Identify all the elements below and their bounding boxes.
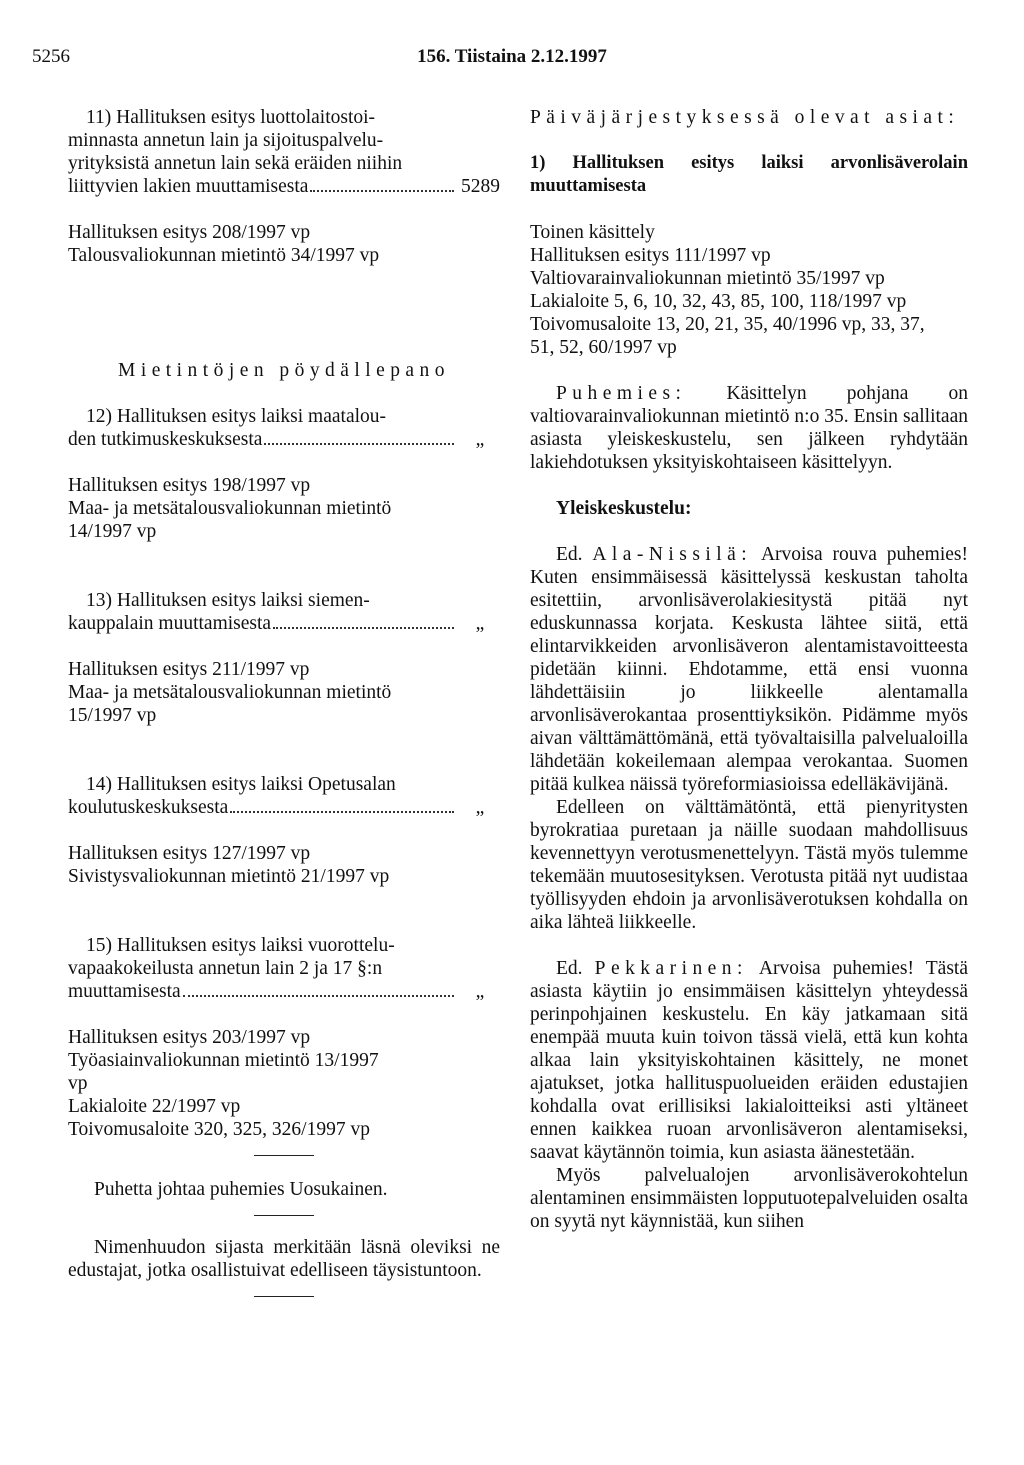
separator-rule [254, 1296, 314, 1297]
item-last-line: koulutuskeskuksesta [68, 797, 229, 818]
ref-line: Maa- ja metsätalousvaliokunnan mietintö [68, 682, 392, 703]
ref-line: 14/1997 vp [68, 521, 157, 542]
toc-entry [68, 175, 500, 198]
speaker-name: Ala-Nissilä: [592, 544, 753, 565]
ref-line: 51, 52, 60/1997 vp [530, 337, 677, 358]
page-ref-ditto: „ [475, 429, 485, 450]
toc-entry [68, 612, 500, 635]
chair-note: Puhetta johtaa puhemies Uosukainen. [94, 1179, 388, 1200]
ref-line: Lakialoite 22/1997 vp [68, 1096, 241, 1117]
item-last-line: kauppalain muuttamisesta [68, 613, 272, 634]
ref-line: vp [68, 1073, 88, 1094]
ref-line: Toivomusaloite 320, 325, 326/1997 vp [68, 1119, 370, 1140]
ref-line: Talousvaliokunnan mietintö 34/1997 vp [68, 245, 380, 266]
toc-entry [68, 796, 500, 819]
toc-entry [68, 428, 500, 451]
refs-13 [68, 658, 500, 727]
page-ref: 5289 [461, 176, 500, 197]
item-line: vapaakokeilusta annetun lain 2 ja 17 §:n [68, 958, 383, 979]
item-line: 11) Hallituksen esitys luottolaitostoi- [86, 107, 376, 128]
separator-rule [254, 1155, 314, 1156]
dot-leader [273, 627, 454, 629]
agenda-item-13 [68, 589, 500, 635]
chair-statement [530, 382, 968, 474]
dot-leader [310, 190, 454, 192]
toc-entry [68, 980, 500, 1003]
ref-line: Hallituksen esitys 127/1997 vp [68, 843, 311, 864]
refs-15 [68, 1026, 500, 1141]
page-ref-ditto: „ [475, 613, 485, 634]
refs-14 [68, 842, 500, 888]
item-line: 14) Hallituksen esitys laiksi Opetusalan [86, 774, 396, 795]
ref-line: Hallituksen esitys 208/1997 vp [68, 222, 311, 243]
agenda-heading: Päiväjärjestyksessä olevat asiat: [530, 107, 960, 128]
page-header [0, 46, 1024, 76]
item-last-line: liittyvien lakien muuttamisesta [68, 176, 309, 197]
speaker-prefix: Ed. [556, 544, 583, 565]
dot-leader [183, 995, 454, 997]
general-debate-heading: Yleiskeskustelu: [556, 498, 692, 519]
speech-text: Arvoisa rouva puhemies! Kuten ensimmäisessä käsittelyssä keskustan taholta esitettiin, arvonlisäverolakiesitystä pitää nyt eduskunnassa korjata. Keskusta lähtee siitä, että elintarvikkeiden arvonlisäveron alentamistavoitteesta pidetään kiinni. Ehdotamme, että ensi vuonna lähdettäisiin jo liikkeelle alentamalla arvonlisäverokantaa prosenttiyksikön. Pidämme myös aivan välttämättömänä, että työvaltaisilla palvelualoilla lähdetään kokeilemaan alempaa verokantaa. Suomen pitää kulkea näissä työreformiasioissa edelläkävijänä. [530, 544, 968, 795]
separator-rule [254, 1215, 314, 1216]
section-heading: Mietintöjen pöydällepano [118, 360, 450, 381]
item-line: yrityksistä annetun lain sekä eräiden niihin [68, 153, 403, 174]
speech-paragraph: Myös palvelualojen arvonlisäverokohtelun alentaminen ensimmäisten lopputuotepalveluiden osalta on syytä nyt käynnistää, kun siihen [530, 1165, 968, 1232]
left-column [68, 106, 500, 1297]
agenda-item-1-title: 1) Hallituksen esitys laiksi arvonlisäverolain muuttamisesta [530, 153, 968, 196]
ref-line: Sivistysvaliokunnan mietintö 21/1997 vp [68, 866, 390, 887]
refs-11 [68, 221, 500, 267]
agenda-item-15 [68, 934, 500, 1003]
speaker-name: Pekkarinen: [594, 958, 748, 979]
speech-text: Arvoisa puhemies! Tästä asiasta käytiin jo ensimmäisen käsittelyn yhteydessä perinpohjainen keskustelu. En käy jatkamaan sitä enempää muuta kuin toivon tässä vielä, että kun kohta alkaa lain yksityiskohtainen käsittely, ne monet ajatukset, jotka hallituspuolueiden eräiden edustajien kohdalla ovat erillisiksi lakialoitteiksi asti yltäneet ennen kaikkea ruoan arvonlisäveron alentamiseksi, saavat käytännön toimia, kun asiasta äänestetään. [530, 958, 968, 1163]
agenda-item-12 [68, 405, 500, 451]
dot-leader [230, 811, 454, 813]
dot-leader [264, 443, 454, 445]
ref-line: Lakialoite 5, 6, 10, 32, 43, 85, 100, 118/1997 vp [530, 291, 907, 312]
speaker-prefix: Ed. [556, 958, 583, 979]
agenda-item-11 [68, 106, 500, 198]
item-line: 15) Hallituksen esitys laiksi vuorottelu- [86, 935, 395, 956]
ref-line: Hallituksen esitys 198/1997 vp [68, 475, 311, 496]
ref-line: Valtiovarainvaliokunnan mietintö 35/1997 vp [530, 268, 885, 289]
speech-paragraph: Edelleen on välttämätöntä, että pienyritysten byrokratiaa puretaan ja näille suodaan mahdollisuus kevennettyyn verotusmenettelyyn. Tästä myös tulemme tekemään muutosesityksen. Verotusta pitää nyt uudistaa työllisyyden ehdoin ja arvonlisäverotuksen kohdalla on aika lähteä liikkeelle. [530, 797, 968, 933]
speaker-chair: Puhemies: [556, 383, 687, 404]
page-ref-ditto: „ [475, 981, 485, 1002]
roll-call-note: Nimenhuudon sijasta merkitään läsnä oleviksi ne edustajat, jotka osallistuivat edelliseen täysistuntoon. [68, 1237, 500, 1281]
ref-line: Hallituksen esitys 203/1997 vp [68, 1027, 311, 1048]
refs-12 [68, 474, 500, 543]
item-last-line: muuttamisesta [68, 981, 181, 1002]
item-last-line: den tutkimuskeskuksesta [68, 429, 263, 450]
page-ref-ditto: „ [475, 797, 485, 818]
session-date: 156. Tiistaina 2.12.1997 [417, 46, 607, 67]
right-column [530, 106, 968, 1233]
page-number: 5256 [32, 46, 70, 67]
item-line: minnasta annetun lain ja sijoituspalvelu- [68, 130, 384, 151]
ref-line: Maa- ja metsätalousvaliokunnan mietintö [68, 498, 392, 519]
ref-line: Työasiainvaliokunnan mietintö 13/1997 [68, 1050, 379, 1071]
ref-line: Hallituksen esitys 111/1997 vp [530, 245, 771, 266]
chair-statement-text: Käsittelyn pohjana on valtiovarainvaliokunnan mietintö n:o 35. Ensin sallitaan asiasta yleiskeskustelu, sen jälkeen ryhdytään lakiehdotuksen yksityiskohtaiseen käsittelyyn. [530, 383, 968, 473]
ref-line: Hallituksen esitys 211/1997 vp [68, 659, 310, 680]
ref-line: 15/1997 vp [68, 705, 157, 726]
agenda-item-1-refs [530, 221, 968, 359]
agenda-item-14 [68, 773, 500, 819]
ref-line: Toivomusaloite 13, 20, 21, 35, 40/1996 vp, 33, 37, [530, 314, 925, 335]
item-line: 13) Hallituksen esitys laiksi siemen- [86, 590, 370, 611]
speech-ala-nissila [530, 543, 968, 796]
speech-pekkarinen [530, 957, 968, 1164]
item-line: 12) Hallituksen esitys laiksi maatalou- [86, 406, 387, 427]
ref-line: Toinen käsittely [530, 222, 655, 243]
